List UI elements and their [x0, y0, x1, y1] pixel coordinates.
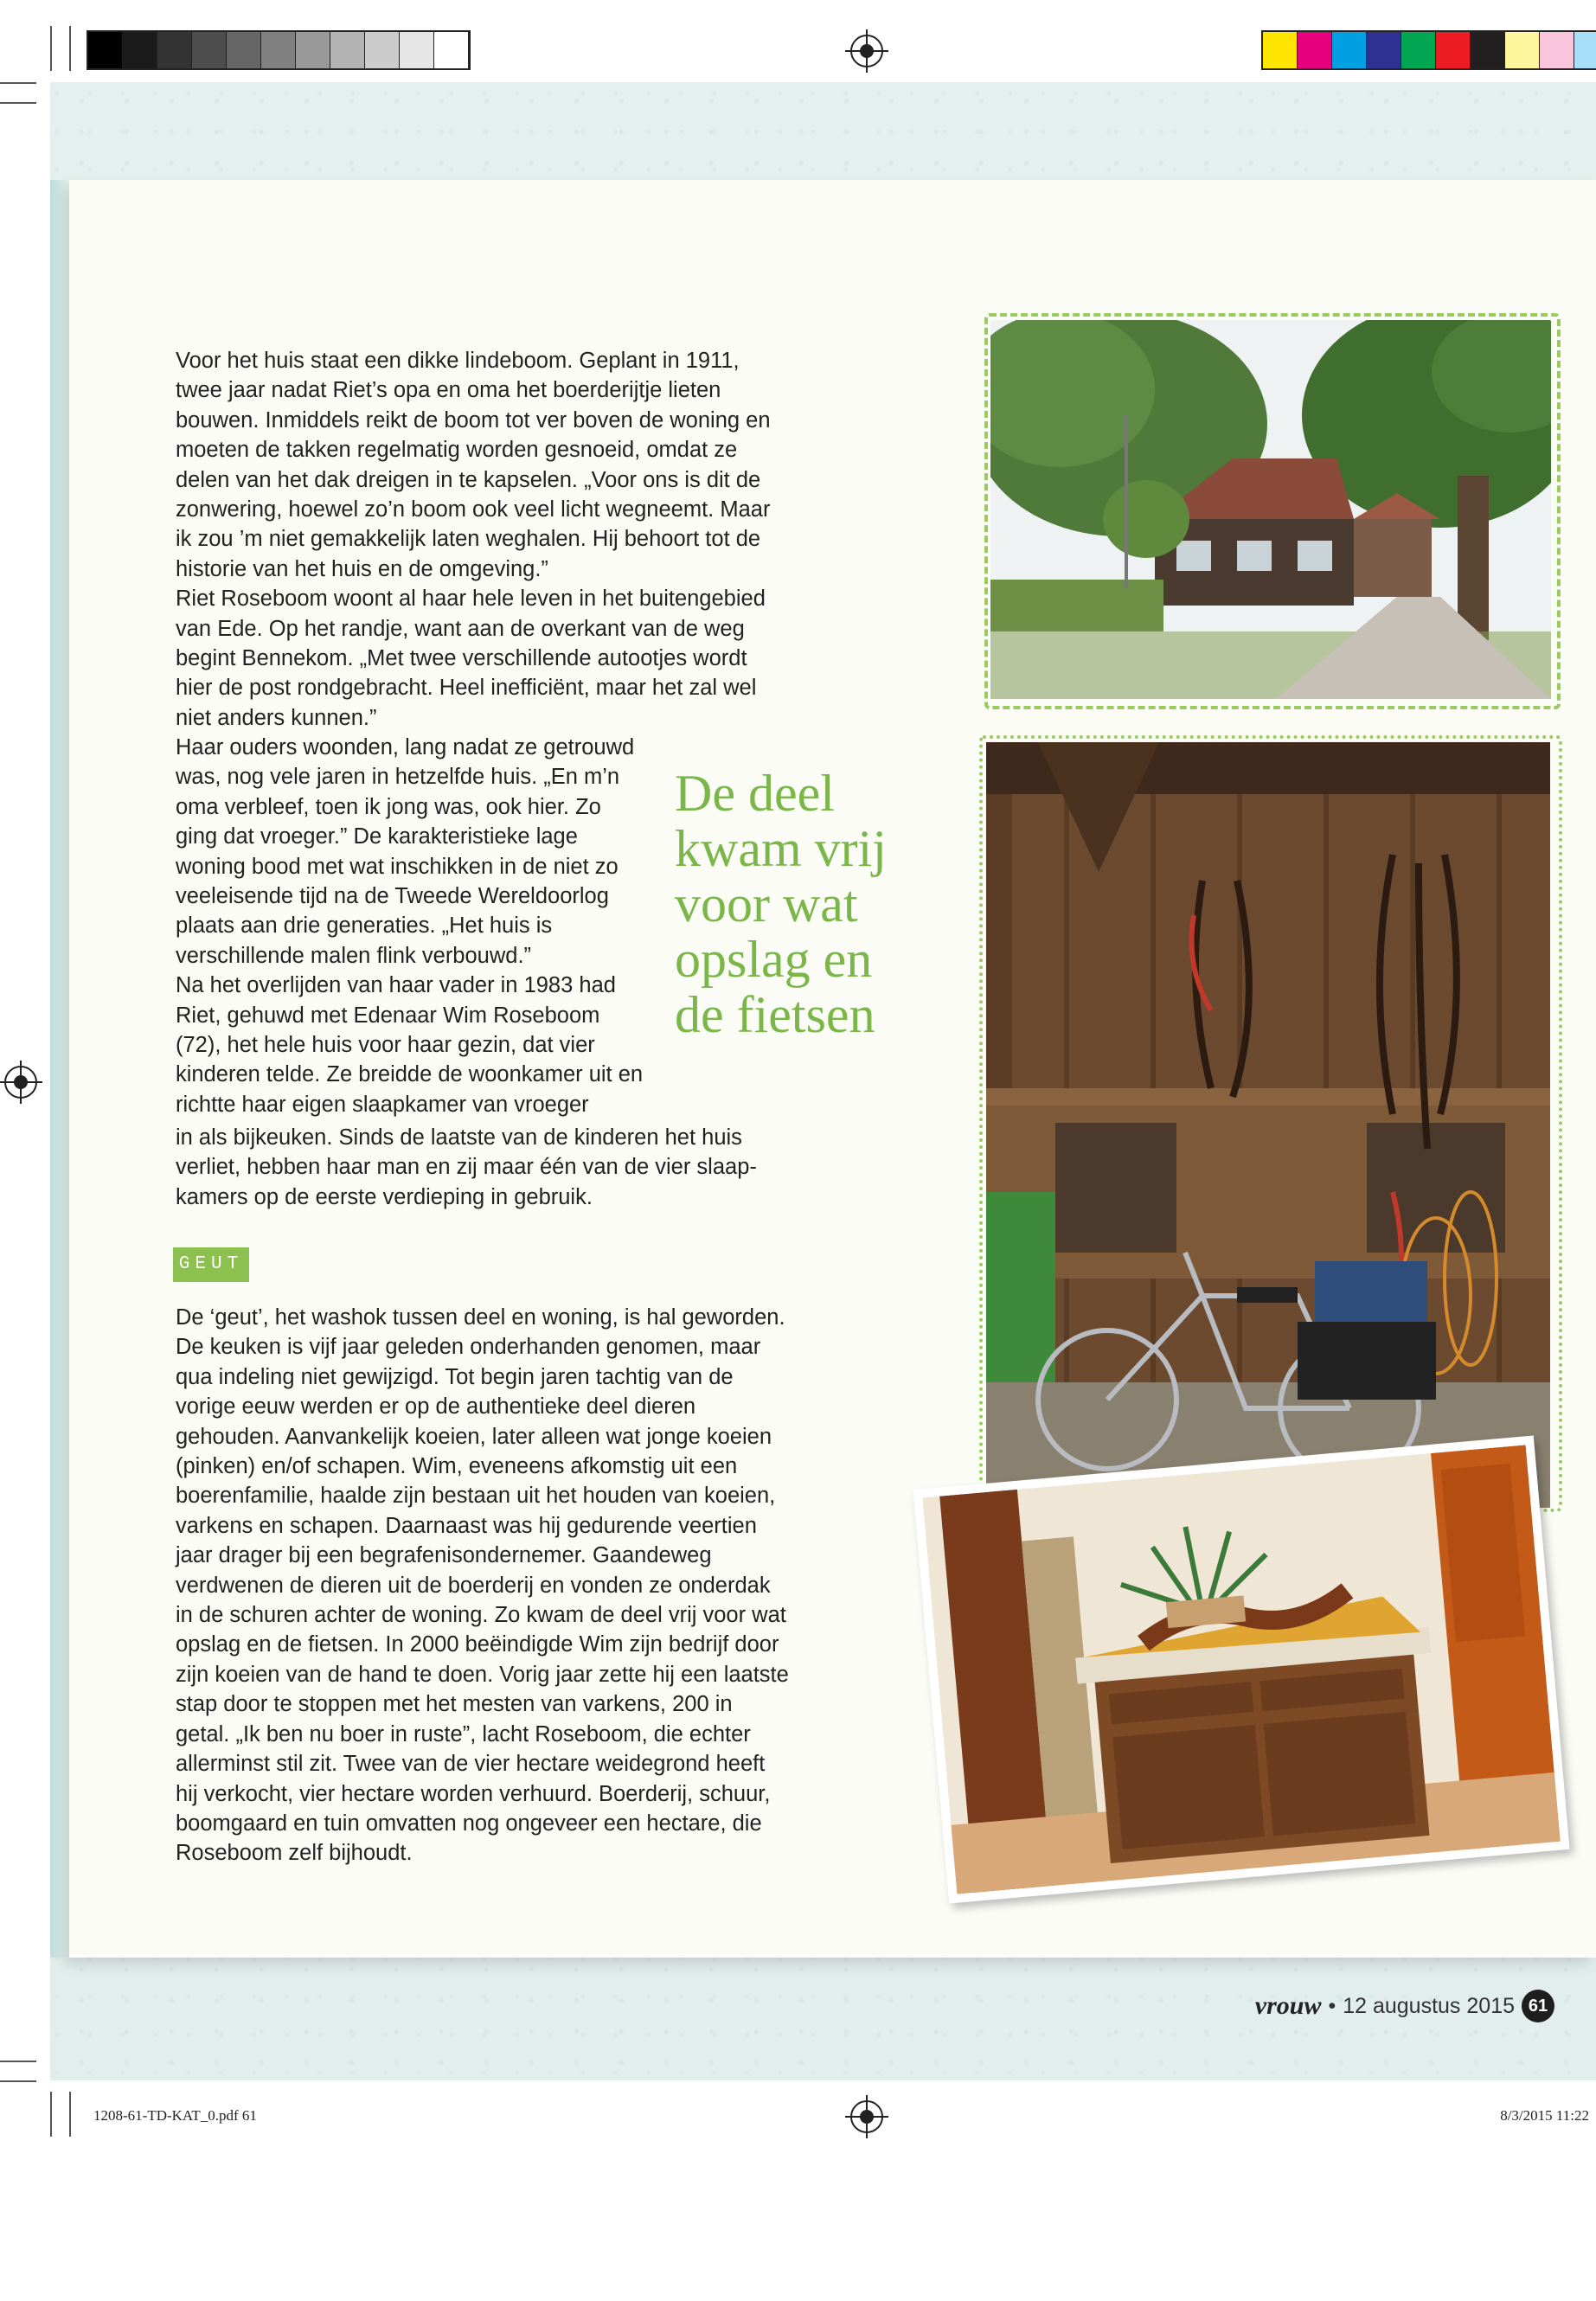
color-swatch — [227, 32, 261, 68]
color-swatch — [1332, 32, 1367, 68]
crop-mark — [50, 26, 52, 71]
pull-quote-line: opslag en — [675, 931, 873, 988]
pull-quote-line: de fietsen — [675, 986, 875, 1043]
color-swatch — [1471, 32, 1505, 68]
crop-mark — [0, 2080, 36, 2082]
article-text-top — [176, 346, 781, 733]
paragraph: in als bijkeuken. Sinds de laatste van de kinderen het huis verliet, hebben haar man en zij maar één van de vier slaapkamers op de eerste verdieping in gebruik. — [176, 1125, 757, 1209]
color-swatch — [261, 32, 296, 68]
slug-filename: 1208-61-TD-KAT_0.pdf 61 — [93, 2107, 257, 2124]
color-swatch — [296, 32, 330, 68]
paragraph: De ‘geut’, het washok tussen deel en woning, is hal geworden. De keuken is vijf jaar geleden onderhanden genomen, maar qua indeling niet gewijzigd. Tot begin jaren tachtig van de vorige eeuw werden er op de authentieke deel dieren gehouden. Aanvankelijk koeien, later alleen wat jonge koeien (pinken) en/of schapen. Wim, eveneens afkomstig uit een boerenfamilie, haalde zijn bestaan uit het houden van koeien, varkens en schapen. Daarnaast was hij gedurende veertien jaar drager bij een begrafenisondernemer. Gaandeweg verdwenen de dieren uit de boerderij en vonden ze onderdak in de schuren achter de woning. Zo kwam de deel vrij voor wat opslag en de fietsen. In 2000 beëindigde Wim zijn bedrijf door zijn koeien van de hand te doen. Vorig jaar zette hij een laatste stap door te stoppen met het mesten van varkens, 200 in getal. „Ik ben nu boer in ruste”, lacht Roseboom, die echter allerminst stil zit. Twee van de vier hectare weidegrond heeft hij verkocht, vier hectare worden verhuurd. Boerderij, schuur, boomgaard en tuin omvatten nog ongeveer een hectare, die Roseboom zelf bijhoudt. — [176, 1305, 789, 1866]
color-swatch — [434, 32, 469, 68]
magazine-brand: vrouw — [1254, 1991, 1322, 2020]
article-text-narrow — [176, 733, 647, 1119]
color-swatch — [1263, 32, 1298, 68]
pull-quote-line: voor wat — [675, 875, 858, 933]
article-text-continued — [176, 1123, 781, 1212]
farmhouse-tree-illustration — [990, 320, 1551, 699]
page-number: 61 — [1522, 1990, 1554, 2022]
pull-quote — [675, 766, 934, 1042]
photo-farmhouse-tree — [990, 320, 1551, 699]
color-swatch — [1436, 32, 1471, 68]
color-swatch — [123, 32, 157, 68]
color-swatch — [88, 32, 123, 68]
grayscale-color-bar — [87, 30, 471, 70]
color-swatch — [1505, 32, 1540, 68]
registration-mark-left — [4, 1066, 37, 1099]
crop-mark — [69, 2092, 71, 2137]
color-swatch — [157, 32, 192, 68]
footer-separator: • — [1328, 1993, 1336, 2018]
crop-mark — [50, 2092, 52, 2137]
page-edge — [50, 180, 71, 1958]
page-footer — [1255, 1990, 1554, 2022]
crop-mark — [0, 82, 36, 84]
color-swatch — [400, 32, 434, 68]
crop-mark — [69, 26, 71, 71]
slug-timestamp: 8/3/2015 11:22 — [1500, 2107, 1589, 2124]
crop-mark — [0, 2061, 36, 2062]
issue-date: 12 augustus 2015 — [1343, 1993, 1515, 2018]
registration-mark-top — [850, 35, 883, 67]
registration-mark-bottom — [850, 2100, 883, 2133]
crop-mark — [0, 102, 36, 104]
barn-interior-illustration — [986, 742, 1550, 1508]
color-swatch — [1401, 32, 1436, 68]
paragraph: Riet Roseboom woont al haar hele leven in het buitengebied van Ede. Op het randje, want aan de overkant van de weg begint Bennekom. „Met twee verschillende autootjes wordt hier de post rondgebracht. Heel inefficiënt, maar het zal wel niet anders kunnen.” — [176, 586, 766, 730]
section-label: GEUT — [173, 1247, 249, 1282]
color-swatch — [1574, 32, 1596, 68]
color-swatch — [192, 32, 227, 68]
color-swatch — [1298, 32, 1332, 68]
pull-quote-line: De deel — [675, 765, 835, 822]
color-swatch — [365, 32, 400, 68]
cabinet-illustration — [922, 1445, 1560, 1894]
process-color-bar — [1261, 30, 1596, 70]
color-swatch — [330, 32, 365, 68]
paragraph: Na het overlijden van haar vader in 1983 had Riet, gehuwd met Edenaar Wim Roseboom (72), het hele huis voor haar gezin, dat vier kinderen telde. Ze breidde de woonkamer uit en richtte haar eigen slaapkamer van vroeger — [176, 973, 644, 1117]
paragraph: Voor het huis staat een dikke lindeboom. Geplant in 1911, twee jaar nadat Riet’s opa en oma het boerderijtje lieten bouwen. Inmiddels reikt de boom tot ver boven de woning en moeten de takken regelmatig worden gesnoeid, omdat ze delen van het dak dreigen in te kapselen. „Voor ons is dit de zonwering, hoewel zo’n boom ook veel licht wegneemt. Maar ik zou ’m niet gemakkelijk laten weghalen. Hij behoort tot de historie van het huis en de omgeving.” — [176, 349, 771, 581]
photo-cabinet — [913, 1436, 1569, 1904]
photo-barn-interior — [986, 742, 1550, 1508]
article-text-geut — [176, 1303, 790, 1868]
pull-quote-line: kwam vrij — [675, 820, 887, 877]
color-swatch — [1540, 32, 1574, 68]
color-swatch — [1367, 32, 1401, 68]
paragraph: Haar ouders woonden, lang nadat ze getrouwd was, nog vele jaren in hetzelfde huis. „En m’n oma verbleef, toen ik jong was, ook hier. Zo ging dat vroeger.” De karakteristieke lage woning bood met wat inschikken in de niet zo veeleisende tijd na de Tweede Wereldoorlog plaats aan drie generaties. „Het huis is verschillende malen flink verbouwd.” — [176, 735, 635, 968]
